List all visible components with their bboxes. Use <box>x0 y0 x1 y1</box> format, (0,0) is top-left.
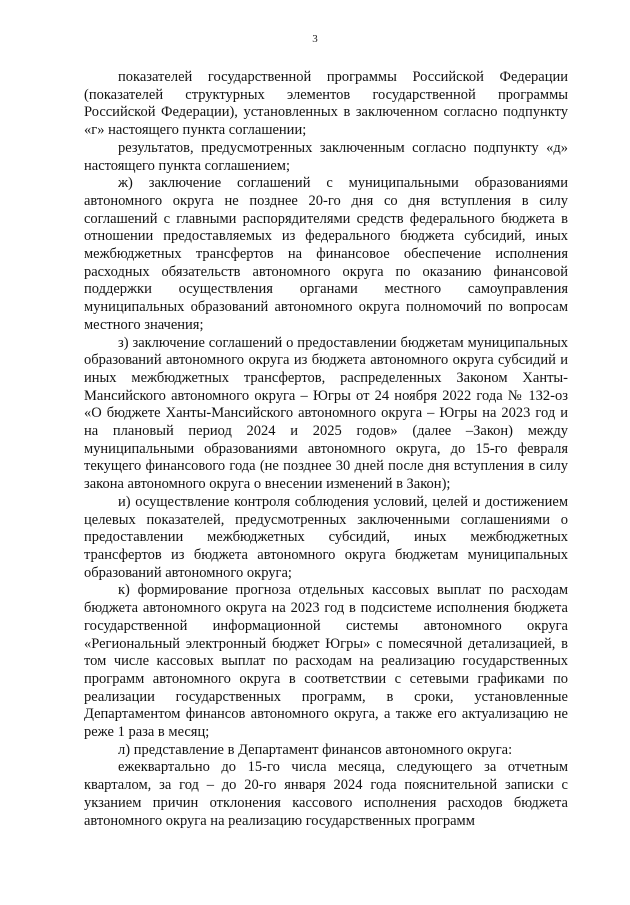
paragraph-quarterly: ежеквартально до 15-го числа месяца, следующего за отчетным кварталом, за год – до 20-го января 2024 года пояснительной записки с укзанием причин отклонения кассового исполнения расходов бюджета автономного округа на реализацию государственных программ <box>84 759 568 829</box>
paragraph-item-zh: ж) заключение соглашений с муниципальными образованиями автономного округа не позднее 20-го дня со дня вступления в силу соглашений с главными распорядителями средств федерального бюджета в отношении предоставляемых из федерального бюджета субсидий, иных межбюджетных трансфертов на финансовое обеспечение исполнения расходных обязательств автономного округа по оказанию финансовой поддержки осуществления органами местного самоуправления муниципальных образований автономного округа полномочий по вопросам местного значения; <box>84 175 568 333</box>
paragraph-item-k: к) формирование прогноза отдельных кассовых выплат по расходам бюджета автономного округа на 2023 год в подсистеме исполнения бюджета государственной информационной системы автономного округа «Региональный электронный бюджет Югры» с помесячной детализацией, в том числе кассовых выплат по расходам на реализацию государственных программ автономного округа в соответствии с сетевыми графиками по реализации государственных программ, в сроки, установленные Департаментом финансов автономного округа, а также его актуализацию не реже 1 раза в месяц; <box>84 582 568 741</box>
paragraph-item-z: з) заключение соглашений о предоставлении бюджетам муниципальных образований автономного округа из бюджета автономного округа субсидий и иных межбюджетных трансфертов, распределенных Законом Ханты-Мансийского автономного округа – Югры от 24 ноября 2022 года № 132-оз «О бюджете Ханты-Мансийского автономного округа – Югры на 2023 год и на плановый период 2024 и 2025 годов» (далее –Закон) между муниципальными образованиями автономного округа, до 15-го февраля текущего финансового года (не позднее 30 дней после дня вступления в силу закона автономного округа о внесении изменений в Закон); <box>84 334 568 493</box>
paragraph-indicators-continuation: показателей государственной программы Российской Федерации (показателей структурных элементов государственной программы Российской Федерации), установленных в заключенном согласно подпункту «г» настоящего пункта соглашении; <box>84 69 568 139</box>
page-number: 3 <box>312 33 318 45</box>
paragraph-results: результатов, предусмотренных заключенным согласно подпункту «д» настоящего пункта соглашением; <box>84 139 568 174</box>
document-body <box>84 69 568 830</box>
paragraph-item-l: л) представление в Департамент финансов автономного округа: <box>118 741 513 758</box>
paragraph-item-i: и) осуществление контроля соблюдения условий, целей и достижением целевых показателей, предусмотренных заключенными соглашениями о предоставлении межбюджетных субсидий, иных межбюджетных трансфертов из бюджета автономного округа бюджетам муниципальных образований автономного округа; <box>84 493 568 581</box>
